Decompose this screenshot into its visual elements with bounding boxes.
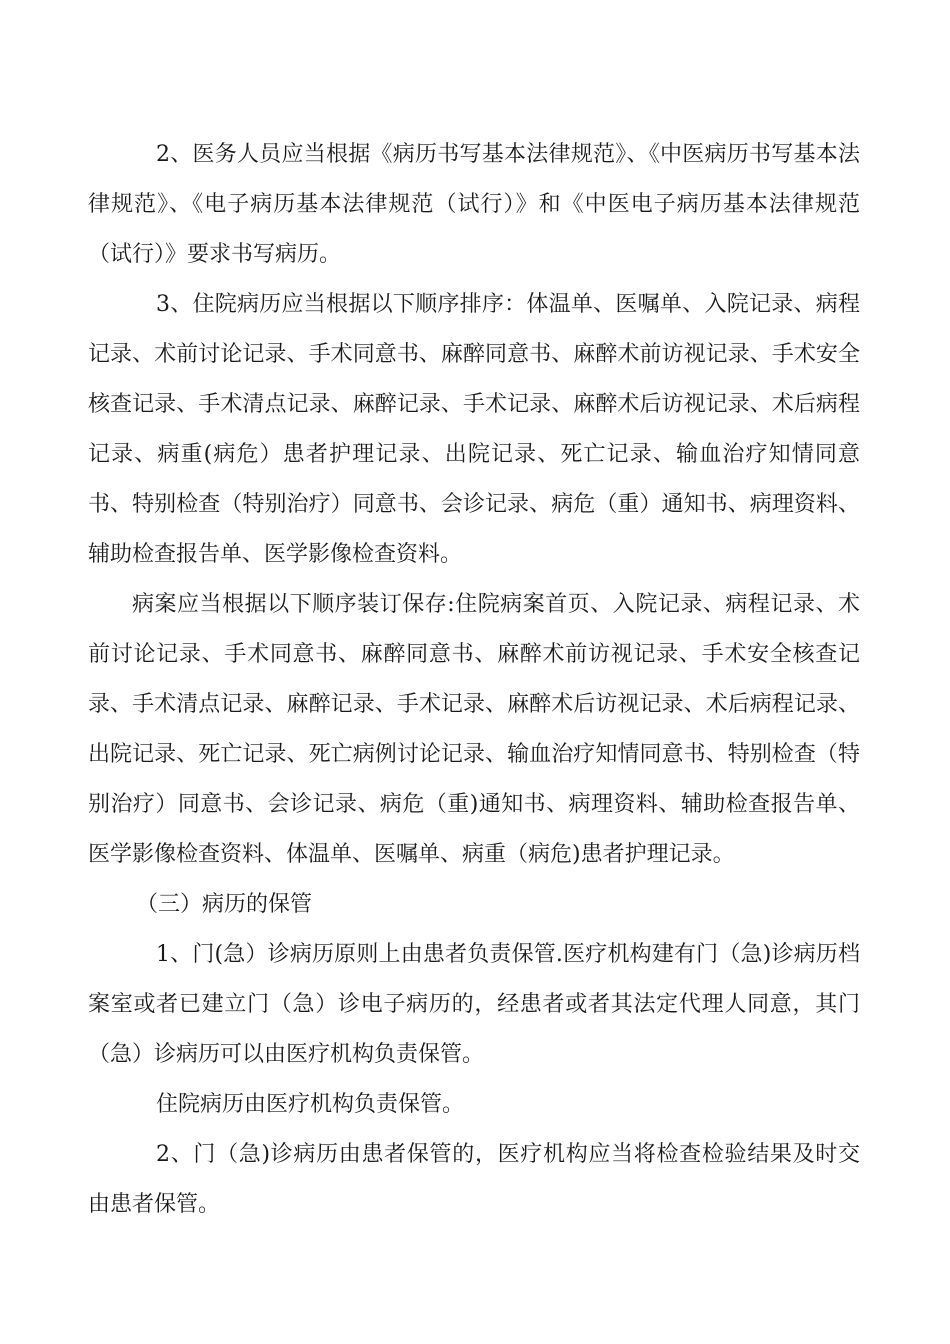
paragraph-inpatient-record-order: 3、住院病历应当根据以下顺序排序：体温单、医嘱单、入院记录、病程记录、术前讨论记录、手术同意书、麻醉同意书、麻醉术前访视记录、手术安全核查记录、手术清点记录、麻醉记录、手术记录、麻醉术后访视记录、术后病程记录、病重(病危）患者护理记录、出院记录、死亡记录、输血治疗知情同意书、特别检查（特别治疗）同意书、会诊记录、病危（重）通知书、病理资料、辅助检查报告单、医学影像检查资料。 <box>88 292 860 567</box>
paragraph-inpatient-custody: 住院病历由医疗机构负责保管。 <box>156 1092 465 1117</box>
paragraph-writing-standards: 2、医务人员应当根据《病历书写基本法律规范》、《中医病历书写基本法律规范》、《电子病历基本法律规范（试行）》和《中医电子病历基本法律规范（试行）》要求书写病历。 <box>88 142 860 267</box>
paragraph-binding-order: 病案应当根据以下顺序装订保存:住院病案首页、入院记录、病程记录、术前讨论记录、手术同意书、麻醉同意书、麻醉术前访视记录、手术安全核查记录、手术清点记录、麻醉记录、手术记录、麻醉术后访视记录、术后病程记录、出院记录、死亡记录、死亡病例讨论记录、输血治疗知情同意书、特别检查（特别治疗）同意书、会诊记录、病危（重)通知书、病理资料、辅助检查报告单、医学影像检查资料、体温单、医嘱单、病重（病危)患者护理记录。 <box>88 592 860 867</box>
paragraph-test-results-delivery: 2、门（急)诊病历由患者保管的，医疗机构应当将检查检验结果及时交由患者保管。 <box>88 1142 860 1217</box>
paragraph-outpatient-custody: 1、门(急）诊病历原则上由患者负责保管.医疗机构建有门（急)诊病历档案室或者已建立门（急）诊电子病历的，经患者或者其法定代理人同意，其门（急）诊病历可以由医疗机构负责保管。 <box>88 942 860 1067</box>
section-heading-record-custody: （三）病历的保管 <box>136 892 313 917</box>
document-body <box>88 130 860 1230</box>
